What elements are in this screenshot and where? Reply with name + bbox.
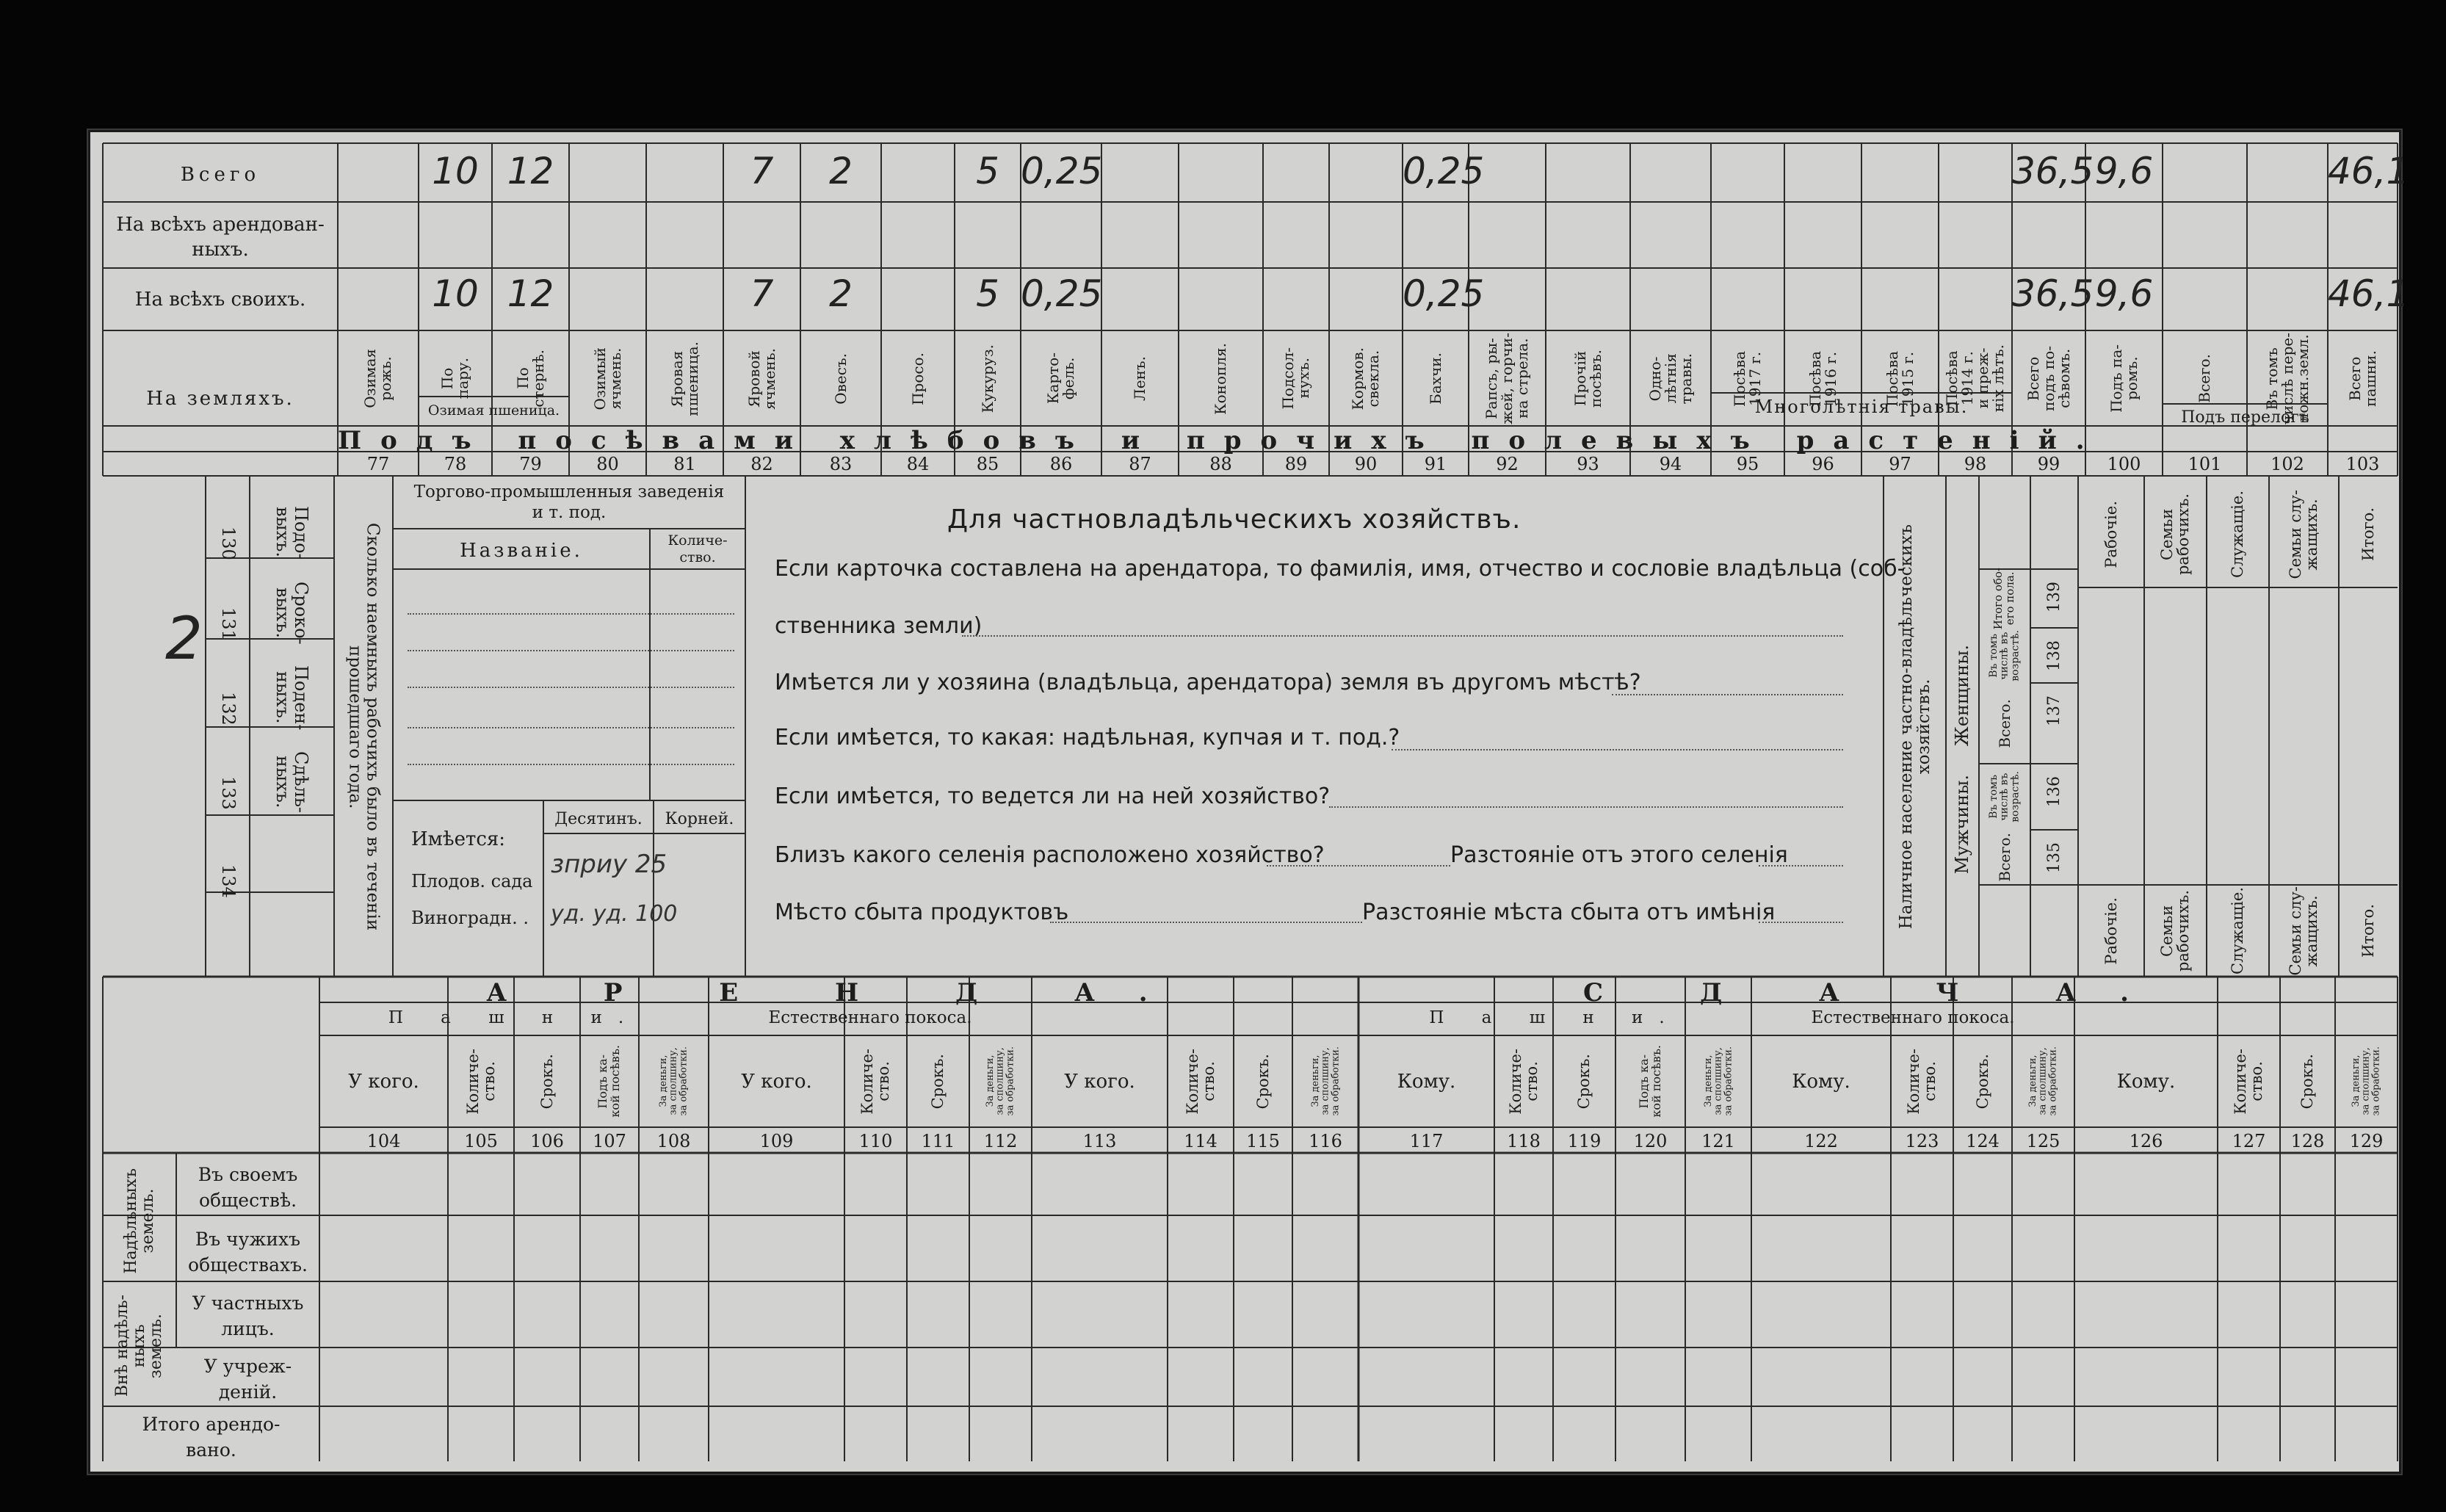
crop-header-text: Озимая рожь. [361,349,394,408]
col-header-za_dengi-text: За деньги, за сполшину, за обработки. [1702,1046,1734,1116]
plod-sad-label: Плодов. сада [411,871,533,891]
right-col-header-top [2269,485,2339,584]
col-header-srok [514,1039,580,1124]
crop-header [2328,336,2398,421]
answer-line [1759,865,1843,867]
handwritten-svoih-value: 46,1 [2328,272,2410,315]
vsego-f-label-text: Всего. [1995,698,2013,748]
right-col-header-bottom [2269,886,2339,976]
crop-header [569,336,646,421]
col-header-za_dengi [1292,1039,1358,1124]
handwritten-vsego-value: 12 [507,150,554,192]
right-col-header-top-text: Семьи рабочихъ. [2158,493,2193,575]
col-header-za_dengi [2335,1039,2398,1124]
worker-col-number [208,514,248,573]
imeetsya-label: Имѣется: [411,828,506,850]
right-col-number [2030,683,2078,738]
worker-col-label [251,580,332,646]
handwritten-vsego-value: 2 [829,150,853,192]
col-header-pod_kakoy [1615,1039,1685,1124]
worker-col-number-text: 132 [218,692,239,726]
crop-header [2012,336,2085,421]
handwritten-svoih-value: 10 [432,272,479,315]
answer-line [1267,865,1450,867]
crop-header-text: Посѣва 1914 г. и преж- нiх лѣтъ. [1943,344,2007,413]
v-tom-f-label-text: Въ томъ числѣ въ возрастѣ. [1987,629,2022,681]
sdacha-header: С Д А Ч А. [1583,978,2173,1008]
crop-header [1263,336,1329,421]
answer-line [962,635,1843,637]
bottom-col-number: 122 [1804,1131,1838,1151]
torg-entry-line [408,650,734,651]
col-header-kolichestvo-text: Количе- ство. [1183,1048,1217,1115]
answer-line [1329,806,1843,808]
worker-col-number-text: 131 [218,607,239,641]
vinogradn-label: Виноградн. . [411,908,529,928]
col-header-srok [1553,1039,1615,1124]
col-header-kolichestvo [1891,1039,1953,1124]
right-col-header-bottom-text: Итого. [2359,904,2377,958]
crop-header-text: Яровой ячмень. [745,347,778,410]
worker-col-number-text: 130 [218,527,239,560]
col-header-kolichestvo-text: Количе- ство. [858,1048,893,1115]
worker-col-number-text: 134 [218,864,239,898]
column-number: 102 [2270,454,2304,474]
bottom-col-number: 114 [1184,1131,1217,1151]
col-header-srok [907,1039,969,1124]
nazvanie-header: Названiе. [460,540,583,562]
column-number: 78 [444,454,467,474]
itogo-obo-label [1979,569,2030,628]
mnogoletnie-label: Многолѣтнiя травы. [1754,397,1969,417]
col-header-za_dengi-text: За деньги, за сполшину, за обработки. [2027,1046,2059,1116]
crop-header [1630,336,1711,421]
col-header-pod_kakoy-text: Подъ ка- кой посѣвъ. [1636,1045,1663,1118]
vsego-f-label [1979,683,2030,764]
col-header-za_dengi-text: За деньги, за сполшину, за обработки. [658,1046,690,1116]
bottom-col-number: 119 [1567,1131,1602,1151]
right-col-number-text: 138 [2044,640,2063,671]
answer-line [1050,922,1362,923]
column-number: 92 [1496,454,1519,474]
torg-entry-line [408,613,734,615]
column-number: 82 [750,454,773,474]
crop-header [2085,336,2163,421]
row-v-svoem: Въ своемъ обществѣ. [198,1164,298,1211]
worker-col-label-text: Подо- выхъ. [272,505,312,560]
column-number: 100 [2107,454,2141,474]
handwritten-vinograd: уд. уд. 100 [551,901,678,927]
worker-col-number [208,764,248,822]
row-label-arendovannyh: На всѣхъ арендован- ныхъ. [116,214,325,261]
row-u-uchrezh: У учреж- денiй. [203,1356,292,1403]
worker-col-label-text: Сдѣль- ныхъ. [272,750,312,814]
crop-header-text: Прочiй посѣвъ. [1571,350,1604,408]
crop-header-text: Всего пашни. [2345,350,2379,407]
torg-entry-line [408,727,734,728]
col-header-srok [1234,1039,1292,1124]
arenda-header: А Р Е Н Д А. [486,978,1192,1008]
hired-workers-label [336,485,391,969]
crop-header-text: Кормов. свекла. [1349,347,1382,410]
answer-line [1759,922,1843,923]
col-header-u_kogo: У кого. [348,1071,419,1093]
right-col-header-bottom [2144,889,2207,973]
right-col-header-top [2207,485,2269,584]
subheader-pokosa: Естественнаго покоса. [1811,1008,2015,1027]
col-header-srok-text: Срокъ. [929,1053,947,1110]
right-col-number-text: 139 [2044,581,2063,612]
bottom-col-number: 127 [2232,1131,2266,1151]
crop-header-text: Просо. [908,352,927,405]
kolichestvo-header: Количе- ство. [667,532,728,565]
crop-header-text: По стернѣ. [513,350,547,408]
worker-col-label-text: Сроко- выхъ. [272,582,312,645]
column-number: 99 [2037,454,2060,474]
col-header-u_kogo: У кого. [741,1071,812,1093]
worker-col-number [208,679,248,738]
worker-col-label [251,665,332,731]
bottom-col-number: 129 [2349,1131,2384,1151]
right-col-header-top [2078,485,2144,584]
handwritten-svoih-value: 2 [829,272,853,315]
col-header-kolichestvo [1494,1039,1553,1124]
bottom-col-number: 116 [1309,1131,1342,1151]
right-col-header-bottom-text: Рабочiе. [2102,897,2120,965]
handwritten-vsego-value: 9,6 [2094,150,2154,192]
crop-header-text: Всего. [2196,354,2213,403]
col-header-za_dengi [2012,1039,2074,1124]
col-header-srok-text: Срокъ. [538,1053,556,1110]
column-number: 101 [2188,454,2222,474]
col-header-kolichestvo [2218,1039,2280,1124]
column-number: 96 [1812,454,1834,474]
column-number: 80 [596,454,619,474]
crop-header [1179,336,1263,421]
col-header-kolichestvo-text: Количе- ство. [1506,1048,1541,1115]
nalichnoe-label-text: Наличное население частно-владѣльческихъ хозяйствъ. [1896,524,1933,930]
vne-nadel-label-text: Внѣ надѣль- ныхъ земель. [113,1294,166,1397]
crop-header [1329,336,1403,421]
col-header-srok-text: Срокъ. [1575,1053,1593,1110]
col-header-komu: Кому. [1792,1071,1850,1093]
crop-header-text: Подсол- нухъ. [1279,347,1312,410]
handwritten-vsego-value: 0,25 [1403,150,1485,192]
vsego-m-label-text: Всего. [1995,833,2013,882]
crop-header-text: Посѣва 1917 г. [1731,350,1764,407]
question-q1a: Если карточка составлена на арендатора, то фамилiя, имя, отчество и сословiе владѣльца (соб- [775,556,1906,582]
handwritten-vsego-value: 46,1 [2328,150,2410,192]
right-col-header-top [2144,485,2207,584]
col-header-srok-text: Срокъ. [1253,1053,1272,1110]
bottom-col-number: 125 [2026,1131,2060,1151]
right-col-header-bottom [2339,889,2398,973]
question-q1b: ственника земли) [775,613,983,639]
row-v-chuzhih: Въ чужихъ обществахъ. [188,1229,308,1276]
itogo-obo-label-text: Итого обо- его пола. [1991,567,2016,630]
right-col-header-top-text: Рабочiе. [2102,500,2120,568]
col-header-kolichestvo [1168,1039,1234,1124]
question-q6b: Разстоянiе мѣста сбыта отъ имѣнiя [1362,900,1776,925]
column-number: 85 [976,454,999,474]
bottom-col-number: 117 [1409,1131,1444,1151]
bottom-col-number: 113 [1082,1131,1117,1151]
handwritten-side-mark: 2 [165,604,203,673]
crop-header [1101,336,1179,421]
bottom-col-number: 106 [530,1131,564,1151]
column-number: 87 [1129,454,1151,474]
v-tom-m-label [1979,764,2030,830]
right-col-number [2030,628,2078,683]
right-col-header-bottom-text: Семьи рабочихъ. [2158,889,2193,972]
crop-header-text: Овесъ. [831,352,850,405]
column-number: 89 [1284,454,1308,474]
column-number: 103 [2345,454,2380,474]
question-q4: Если имѣется, то ведется ли на ней хозяйство? [775,784,1331,809]
handwritten-vsego-value: 7 [750,150,774,192]
right-col-header-bottom-text: Служащiе. [2229,887,2247,974]
crop-header-text: Бахчи. [1426,352,1444,405]
col-header-srok [2280,1039,2335,1124]
right-col-header-bottom-text: Семьи слу- жащихъ. [2287,886,2321,976]
crop-header-text: Конопля. [1212,342,1229,415]
crop-header [955,336,1021,421]
handwritten-vsego-value: 0,25 [1021,150,1103,192]
column-number: 95 [1736,454,1759,474]
crop-header [1546,336,1630,421]
nadelnyh-label-text: Надѣльныхъ земель. [121,1168,157,1274]
row-itogo: Итого арендо- вано. [142,1414,281,1461]
bottom-col-number: 115 [1246,1131,1280,1151]
col-header-za_dengi [1685,1039,1751,1124]
col-header-srok-text: Срокъ. [2298,1053,2317,1110]
worker-col-number-text: 133 [218,776,239,810]
bottom-col-number: 105 [464,1131,498,1151]
crop-header [723,336,800,421]
handwritten-svoih-value: 12 [507,272,554,315]
col-header-za_dengi-text: За деньги, за сполшину, за обработки. [1309,1046,1341,1116]
col-header-komu: Кому. [2116,1071,2176,1093]
crop-header [800,336,881,421]
right-col-number-text: 135 [2044,842,2063,873]
col-header-kolichestvo-text: Количе- ство. [463,1048,498,1115]
right-col-header-top [2339,485,2398,584]
row-label-na-zemlyah: На земляхъ. [146,388,294,410]
col-header-kolichestvo [844,1039,907,1124]
row-u-chastnyh: У частныхъ лицъ. [192,1292,304,1339]
col-header-kolichestvo-text: Количе- ство. [2232,1048,2266,1115]
column-number: 90 [1354,454,1378,474]
bottom-col-number: 120 [1633,1131,1668,1151]
crop-header-text: Яровая пшеница. [667,341,701,416]
bottom-col-number: 109 [759,1131,794,1151]
crop-header-text: Рапсъ, ры- жей, горчи- на стрела. [1483,333,1531,424]
handwritten-svoih-value: 7 [750,272,774,315]
col-header-za_dengi-text: За деньги, за сполшину, за обработки. [985,1046,1016,1116]
bottom-col-number: 124 [1966,1131,2000,1151]
private-farms-title: Для частновладѣльческихъ хозяйствъ. [947,504,1521,535]
crop-header-text: Посѣва 1916 г. [1806,350,1839,407]
column-number: 88 [1209,454,1232,474]
subheader-pashni: П а ш н и. [1429,1008,1681,1027]
col-header-srok-text: Срокъ. [1973,1053,1991,1110]
vne-nadel-label [103,1285,176,1406]
bottom-col-number: 110 [858,1131,893,1151]
v-tom-m-label-text: Въ томъ числѣ въ возрастѣ. [1987,771,2022,822]
row-label-vsego: Всего [180,164,261,186]
crop-header [646,336,723,421]
worker-col-label [251,499,332,565]
pod-posevami-banner: Подъ посѣвами хлѣбовъ и прочихъ полевыхъ растенiй. [338,426,2104,455]
column-number: 97 [1889,454,1911,474]
bottom-col-number: 123 [1905,1131,1939,1151]
crop-header-text: Озимый ячмень. [590,347,624,410]
worker-col-label-text: Поден- ныхъ. [272,665,312,731]
column-number: 81 [673,454,696,474]
muzhchiny-label [1946,764,1979,885]
column-number: 94 [1659,454,1682,474]
column-number: 93 [1577,454,1599,474]
right-col-header-bottom [2207,889,2269,973]
nalichnoe-label [1886,485,1944,969]
crop-header [1469,333,1546,424]
zhenshchiny-label-text: Женщины. [1951,645,1972,747]
handwritten-vsego-value: 5 [976,150,999,192]
row-label-svoih: На всѣхъ своихъ. [134,289,306,311]
column-number: 91 [1424,454,1447,474]
crop-header-text: Кукуруз. [978,344,996,413]
column-number: 77 [366,454,390,474]
nadelnyh-label [103,1157,176,1285]
right-col-header-top-text: Итого. [2359,507,2377,561]
torg-entry-line [408,687,734,688]
handwritten-svoih-value: 5 [976,272,999,315]
handwritten-svoih-value: 0,25 [1021,272,1103,315]
answer-line [1392,749,1843,750]
muzhchiny-label-text: Мужчины. [1951,774,1972,875]
crop-header-text: Карто- фель. [1044,352,1077,405]
crop-header-text: Одно- лѣтнiя травы. [1646,352,1695,405]
col-header-za_dengi-text: За деньги, за сполшину, за обработки. [2351,1046,2382,1116]
bottom-col-number: 112 [983,1131,1018,1151]
vsego-m-label [1979,830,2030,885]
crop-header-text: По пару. [438,358,471,399]
column-number: 79 [519,454,542,474]
pod-perelog-label: Подъ перелогъ [2181,408,2309,427]
bottom-col-number: 121 [1701,1131,1735,1151]
bottom-col-number: 104 [366,1131,401,1151]
col-header-kolichestvo [448,1039,514,1124]
right-col-number-text: 136 [2044,775,2063,807]
right-col-header-top-text: Служащiе. [2229,491,2247,578]
column-number: 86 [1049,454,1073,474]
right-col-number [2030,830,2078,885]
col-header-komu: Кому. [1397,1071,1456,1093]
crop-header-text: Всего подъ по- сѣвомъ. [2024,346,2073,411]
col-header-srok [1953,1039,2012,1124]
col-header-u_kogo: У кого. [1064,1071,1135,1093]
desyatin-header: Десятинъ. [554,810,643,828]
worker-col-number [208,852,248,911]
handwritten-svoih-value: 36,5 [2012,272,2094,315]
bottom-col-number: 111 [921,1131,955,1151]
crop-header-text: Посѣва 1915 г. [1883,350,1917,407]
ozimaya-pshenica-label: Озимая пшеница. [427,402,560,419]
column-number: 98 [1964,454,1987,474]
subheader-pashni: П а ш н и. [388,1008,640,1027]
bottom-col-number: 108 [656,1131,691,1151]
right-col-header-bottom [2078,889,2144,973]
bottom-col-number: 118 [1507,1131,1541,1151]
answer-line [1612,694,1843,695]
question-q2: Имѣется ли у хозяина (владѣльца, арендатора) земля въ другомъ мѣстѣ? [775,670,1641,695]
handwritten-vsego-value: 10 [432,150,479,192]
korney-header: Корней. [665,810,734,828]
bottom-col-number: 126 [2129,1131,2163,1151]
col-header-pod_kakoy-text: Подъ ка- кой посѣвъ. [596,1045,622,1118]
crop-header [338,336,419,421]
torg-entry-line [408,764,734,765]
right-col-number-text: 137 [2044,695,2063,726]
crop-header [1403,336,1469,421]
handwritten-sad: зприу 25 [551,850,667,879]
col-header-kolichestvo-text: Количе- ство. [1905,1048,1939,1115]
question-q6a: Мѣсто сбыта продуктовъ [775,900,1069,925]
handwritten-vsego-value: 36,5 [2012,150,2094,192]
bottom-col-number: 128 [2290,1131,2325,1151]
crop-header [881,336,955,421]
worker-col-number [208,595,248,654]
hired-workers-label-text: Сколько наемныхъ рабочихъ было въ теченiи прошедшаго года. [345,523,383,931]
crop-header [1021,336,1101,421]
crop-header-text: Ленъ. [1131,356,1148,401]
question-q5a: Близъ какого селенiя расположено хозяйство? [775,842,1325,868]
question-q3: Если имѣется, то какая: надѣльная, купчая и т. под.? [775,725,1400,750]
handwritten-svoih-value: 9,6 [2094,272,2154,315]
question-q5b: Разстоянiе отъ этого селенiя [1450,842,1788,868]
bottom-col-number: 107 [593,1131,626,1151]
right-col-number [2030,569,2078,624]
v-tom-f-label [1979,628,2030,683]
right-col-header-top-text: Семьи слу- жащихъ. [2287,489,2321,579]
col-header-za_dengi [639,1039,709,1124]
handwritten-svoih-value: 0,25 [1403,272,1485,315]
worker-col-label [251,749,332,815]
col-header-pod_kakoy [580,1039,639,1124]
column-number: 84 [906,454,930,474]
subheader-pokosa: Естественнаго покоса. [768,1008,972,1027]
crop-header-text: Въ томъ числѣ пере- ложн.земл. [2262,332,2312,425]
column-number: 83 [829,454,853,474]
col-header-za_dengi [969,1039,1032,1124]
right-col-number [2030,764,2078,819]
crop-header-text: Подъ па- ромъ. [2107,344,2141,413]
zhenshchiny-label [1946,628,1979,764]
torg-title: Торгово-промышленныя заведенiя и т. под. [413,482,725,522]
